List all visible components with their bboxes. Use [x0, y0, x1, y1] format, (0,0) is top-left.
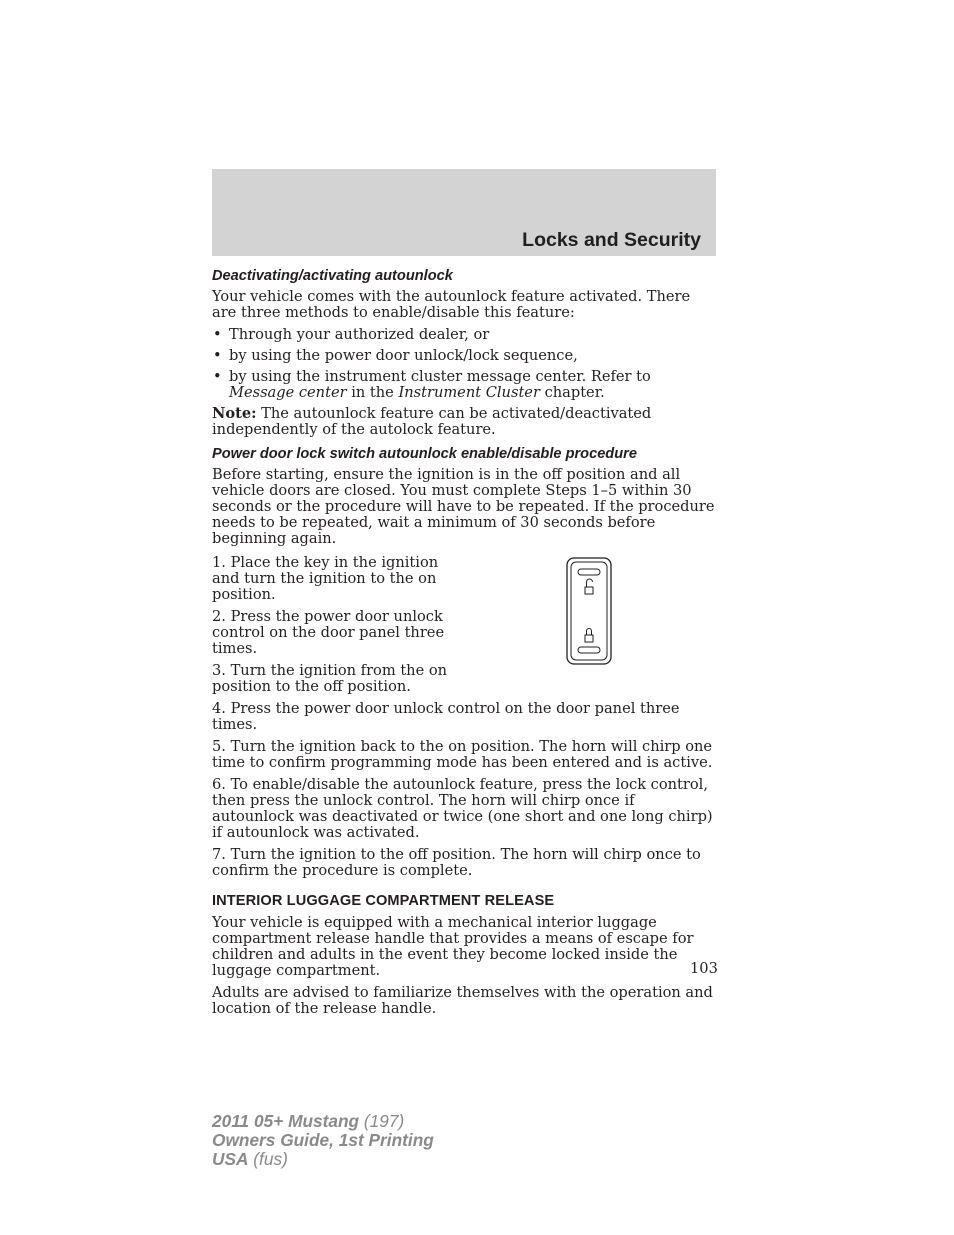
footer-line: USA (fus)	[212, 1149, 288, 1169]
method-list	[212, 327, 716, 401]
chapter-title: Locks and Security	[522, 229, 701, 251]
procedure-step: 1. Place the key in the ignition and turn the ignition to the on position.	[212, 554, 439, 603]
footer-line: 2011 05+ Mustang (197)	[212, 1111, 405, 1131]
note-label: Note:	[212, 405, 257, 422]
procedure-step: 7. Turn the ignition to the off position. The horn will chirp once to confirm the procedure is complete.	[212, 846, 701, 879]
section-heading-procedure: Power door lock switch autounlock enable/disable procedure	[212, 446, 637, 462]
door-lock-switch-illustration	[564, 557, 614, 665]
page-number: 103	[690, 960, 718, 977]
chapter-header-band	[212, 169, 716, 256]
procedure-step: 6. To enable/disable the autounlock feature, press the lock control, then press the unlock control. The horn will chirp once if autounlock was deactivated or twice (one short and one long chirp) if autounlock was activated.	[212, 776, 713, 841]
section-heading-autounlock: Deactivating/activating autounlock	[212, 268, 453, 284]
steps-column	[212, 555, 462, 695]
procedure-step: 4. Press the power door unlock control on the door panel three times.	[212, 700, 680, 733]
paragraph-luggage: Adults are advised to familiarize themselves with the operation and location of the release handle.	[212, 984, 713, 1017]
note-paragraph: Note: The autounlock feature can be activated/deactivated independently of the autolock feature.	[212, 405, 652, 438]
steps-with-figure	[212, 555, 716, 695]
paragraph-intro: Your vehicle comes with the autounlock feature activated. There are three methods to enable/disable this feature:	[212, 288, 691, 321]
procedure-step: 5. Turn the ignition back to the on position. The horn will chirp one time to confirm programming mode has been entered and is active.	[212, 738, 713, 771]
list-item: • by using the instrument cluster message center. Refer to Message center in the Instrument Cluster chapter.	[213, 368, 651, 401]
procedure-step: 3. Turn the ignition from the on position to the off position.	[212, 662, 448, 695]
paragraph-luggage: Your vehicle is equipped with a mechanical interior luggage compartment release handle that provides a means of escape for children and adults in the event they become locked inside the luggage compartment.	[212, 914, 694, 979]
document-footer	[212, 1112, 434, 1169]
paragraph-procedure-intro: Before starting, ensure the ignition is in the off position and all vehicle doors are closed. You must complete Steps 1–5 within 30 seconds or the procedure will have to be repeated. If the procedure needs to be repeated, wait a minimum of 30 seconds before beginning again.	[212, 466, 715, 547]
cross-reference: Instrument Cluster	[398, 384, 540, 401]
list-item: • Through your authorized dealer, or	[213, 326, 490, 343]
footer-line: Owners Guide, 1st Printing	[212, 1130, 434, 1150]
cross-reference: Message center	[229, 384, 347, 401]
list-item: • by using the power door unlock/lock sequence,	[213, 347, 578, 364]
page-content	[212, 265, 716, 1023]
section-heading-luggage: INTERIOR LUGGAGE COMPARTMENT RELEASE	[212, 893, 555, 909]
procedure-step: 2. Press the power door unlock control on the door panel three times.	[212, 608, 445, 657]
